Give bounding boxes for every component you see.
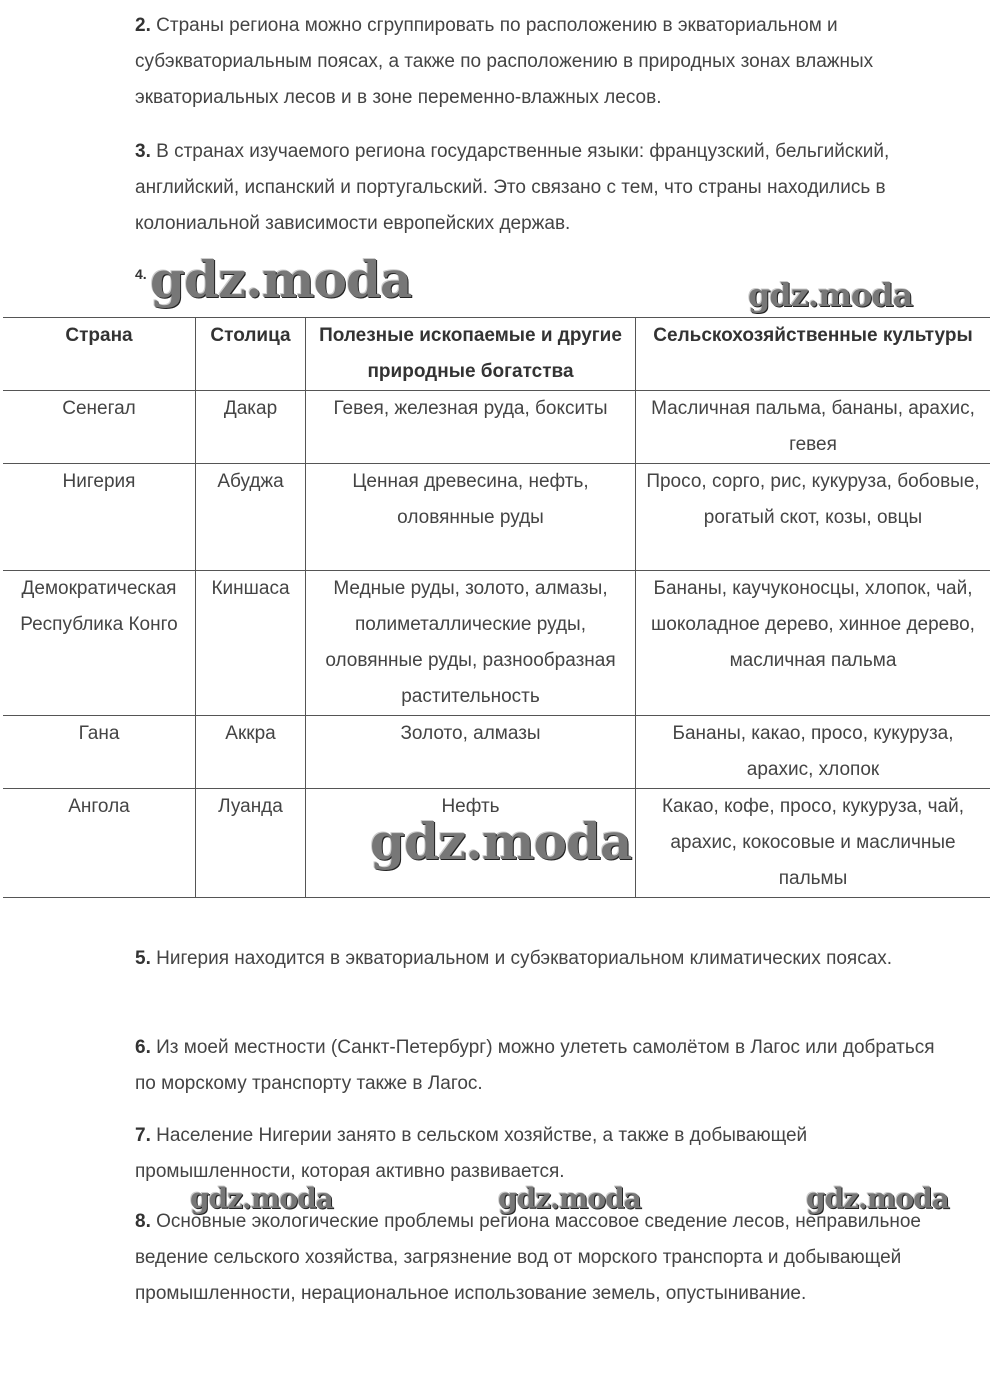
watermark: gdz.moda [806, 1182, 949, 1215]
watermark: gdz.moda [190, 1182, 333, 1215]
answer-2 [135, 8, 935, 116]
table-cell: Гевея, железная руда, бокситы [306, 391, 636, 464]
table-row [3, 571, 990, 716]
table-row [3, 716, 990, 789]
header-cell: Страна [3, 318, 196, 391]
table-cell: Нигерия [3, 464, 196, 571]
answer-4-number: 4. [135, 266, 147, 282]
table-cell: Бананы, каучуконосцы, хлопок, чай, шоколадное дерево, хинное дерево, масличная пальма [636, 571, 991, 716]
watermark: gdz.moda [748, 276, 913, 314]
table-cell: Аккра [196, 716, 306, 789]
answer-number: 6. [135, 1037, 151, 1058]
header-cell: Столица [196, 318, 306, 391]
table-cell: Киншаса [196, 571, 306, 716]
answer-text: Страны региона можно сгруппировать по расположению в экваториальном и субэкваториальным поясах, а также по расположению в природных зонах влажных экваториальных лесов и в зоне переменно-влажных лесов. [135, 15, 874, 108]
table-cell: Абуджа [196, 464, 306, 571]
answer-number: 3. [135, 141, 151, 162]
answer-5 [135, 941, 935, 977]
answer-number: 5. [135, 948, 151, 969]
answer-number: 8. [135, 1211, 151, 1232]
answer-number: 2. [135, 15, 151, 36]
watermark: gdz.moda [150, 250, 412, 309]
table-row [3, 391, 990, 464]
answer-8 [135, 1204, 935, 1312]
watermark: gdz.moda [498, 1182, 641, 1215]
answer-text: Из моей местности (Санкт-Петербург) можно улететь самолётом в Лагос или добраться по морскому транспорту также в Лагос. [135, 1037, 935, 1094]
table-cell: Масличная пальма, бананы, арахис, гевея [636, 391, 991, 464]
table-cell: Демократическая Республика Конго [3, 571, 196, 716]
table-cell: Ангола [3, 789, 196, 898]
countries-table [3, 317, 990, 898]
header-cell: Полезные ископаемые и другие природные богатства [306, 318, 636, 391]
answer-7 [135, 1118, 935, 1190]
answer-6 [135, 1030, 935, 1102]
table-cell: Просо, сорго, рис, кукуруза, бобовые, рогатый скот, козы, овцы [636, 464, 991, 571]
table-cell: Какао, кофе, просо, кукуруза, чай, арахис, кокосовые и масличные пальмы [636, 789, 991, 898]
table-cell: Дакар [196, 391, 306, 464]
answer-text: В странах изучаемого региона государственные языки: французский, бельгийский, английский, испанский и португальский. Это связано с тем, что страны находились в колониальной зависимости европейских держав. [135, 141, 890, 234]
table-cell: Нефть [306, 789, 636, 898]
header-cell: Сельскохозяйственные культуры [636, 318, 991, 391]
watermark: gdz.moda [370, 812, 632, 871]
answer-text: Нигерия находится в экваториальном и субэкваториальном климатических поясах. [156, 948, 893, 969]
answer-text: Население Нигерии занято в сельском хозяйстве, а также в добывающей промышленности, которая активно развивается. [135, 1125, 808, 1182]
table-cell: Бананы, какао, просо, кукуруза, арахис, хлопок [636, 716, 991, 789]
table-cell: Ценная древесина, нефть, оловянные руды [306, 464, 636, 571]
table-cell: Медные руды, золото, алмазы, полиметаллические руды, оловянные руды, разнообразная растительность [306, 571, 636, 716]
answer-number: 7. [135, 1125, 151, 1146]
table-cell: Золото, алмазы [306, 716, 636, 789]
answer-3 [135, 134, 935, 242]
answer-text: Основные экологические проблемы региона массовое сведение лесов, неправильное ведение сельского хозяйства, загрязнение вод от морского транспорта и добывающей промышленности, нерациональное использование земель, опустынивание. [135, 1211, 921, 1304]
table-row [3, 464, 990, 571]
table-cell: Сенегал [3, 391, 196, 464]
table-header-row [3, 318, 990, 391]
table-cell: Гана [3, 716, 196, 789]
table-cell: Луанда [196, 789, 306, 898]
